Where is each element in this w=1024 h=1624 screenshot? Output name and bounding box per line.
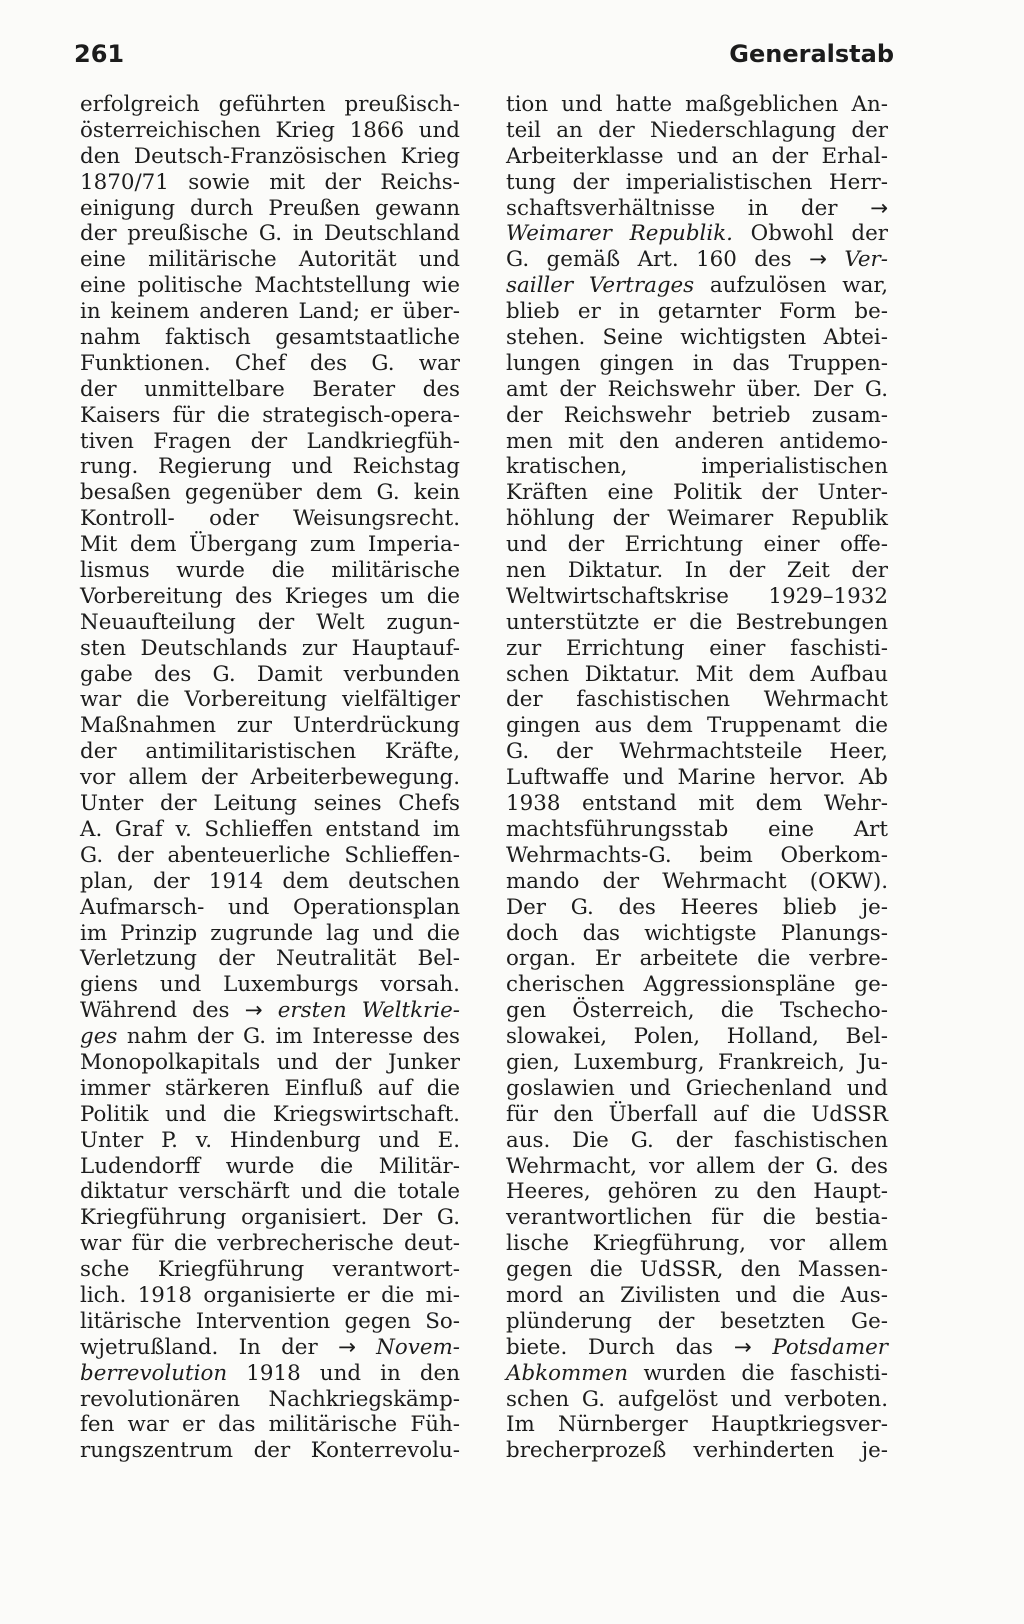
line-text: Monopolkapitals und der Junker xyxy=(80,1049,460,1075)
text-line xyxy=(506,429,888,455)
line-text: lich. 1918 organisierte er die mi- xyxy=(80,1282,460,1308)
text-line xyxy=(506,273,888,299)
cross-reference-arrow-icon: → xyxy=(244,998,263,1024)
line-text: organ. Er arbeitete die verbre- xyxy=(506,946,888,972)
line-text: Kriegführung organisiert. Der G. xyxy=(80,1205,460,1231)
text-line xyxy=(506,377,888,403)
line-text: blieb er in getarnter Form be- xyxy=(506,299,888,325)
text-line xyxy=(80,817,460,843)
text-line xyxy=(80,1102,460,1128)
text-line xyxy=(506,1154,888,1180)
line-text: aufzulösen war, xyxy=(694,273,888,299)
line-text: nen Diktatur. In der Zeit der xyxy=(506,558,888,584)
text-line xyxy=(506,454,888,480)
line-text: Funktionen. Chef des G. war xyxy=(80,350,460,376)
text-line xyxy=(80,92,460,118)
line-text: Politik und die Kriegswirtschaft. xyxy=(80,1101,460,1127)
text-line xyxy=(506,1438,888,1464)
line-text: Vorbereitung des Krieges um die xyxy=(80,583,460,609)
line-text: zur Errichtung einer faschisti- xyxy=(506,635,888,661)
line-text: schen G. aufgelöst und verboten. xyxy=(506,1386,888,1412)
cross-reference-arrow-icon: → xyxy=(809,247,827,273)
text-line xyxy=(506,532,888,558)
text-line xyxy=(80,351,460,377)
line-text: mord an Zivilisten und die Aus- xyxy=(506,1282,888,1308)
line-text: Wehrmacht, vor allem der G. des xyxy=(506,1153,888,1179)
line-text: fen war er das militärische Füh- xyxy=(80,1412,460,1438)
line-text: war für die verbrecherische deut- xyxy=(80,1231,460,1257)
line-text: Kontroll- oder Weisungsrecht. xyxy=(80,506,460,532)
line-text: Heeres, gehören zu den Haupt- xyxy=(506,1179,888,1205)
text-line xyxy=(80,765,460,791)
text-line xyxy=(80,403,460,429)
text-line xyxy=(506,480,888,506)
text-line xyxy=(80,972,460,998)
text-line xyxy=(506,1076,888,1102)
text-line xyxy=(506,403,888,429)
text-line xyxy=(80,610,460,636)
text-line xyxy=(506,895,888,921)
text-line xyxy=(80,1438,460,1464)
line-text: eine militärische Autorität und xyxy=(80,247,460,273)
cross-reference-term: Potsdamer xyxy=(772,1334,888,1360)
text-line xyxy=(80,1076,460,1102)
text-line xyxy=(506,1257,888,1283)
line-text: G. der Wehrmachtsteile Heer, xyxy=(506,739,888,765)
text-line xyxy=(506,1205,888,1231)
line-text: der faschistischen Wehrmacht xyxy=(506,687,888,713)
line-text: gien, Luxemburg, Frankreich, Ju- xyxy=(506,1049,888,1075)
line-text: teil an der Niederschlagung der xyxy=(506,117,888,143)
text-line xyxy=(80,480,460,506)
line-text: giens und Luxemburgs vorsah. xyxy=(80,972,460,998)
text-line xyxy=(506,1102,888,1128)
text-line xyxy=(80,998,460,1024)
line-text: 1918 und in den xyxy=(227,1360,460,1386)
line-text: erfolgreich geführten preußisch- xyxy=(80,92,460,117)
line-text: besaßen gegenüber dem G. kein xyxy=(80,480,460,506)
text-line xyxy=(506,1361,888,1387)
text-line xyxy=(80,791,460,817)
text-line xyxy=(506,946,888,972)
text-line xyxy=(80,1050,460,1076)
text-line xyxy=(80,1231,460,1257)
line-text: schen Diktatur. Mit dem Aufbau xyxy=(506,661,888,687)
text-line xyxy=(506,869,888,895)
line-text: diktatur verschärft und die totale xyxy=(80,1179,460,1205)
line-text: für den Überfall auf die UdSSR xyxy=(506,1101,888,1127)
text-line xyxy=(80,144,460,170)
text-line xyxy=(80,662,460,688)
line-text: lische Kriegführung, vor allem xyxy=(506,1231,888,1257)
text-line xyxy=(506,636,888,662)
text-line xyxy=(80,377,460,403)
line-text: wjetrußland. In der xyxy=(80,1334,338,1360)
text-line xyxy=(506,817,888,843)
text-line xyxy=(80,454,460,480)
cross-reference-term: ges xyxy=(80,1024,118,1050)
line-text: im Prinzip zugrunde lag und die xyxy=(80,920,460,946)
text-line xyxy=(506,739,888,765)
line-text: Aufmarsch- und Operationsplan xyxy=(80,894,460,920)
text-line xyxy=(80,843,460,869)
cross-reference-term: Ver- xyxy=(844,247,888,273)
text-line xyxy=(80,946,460,972)
line-text: G. der abenteuerliche Schlieffen- xyxy=(80,842,460,868)
line-text: war die Vorbereitung vielfältiger xyxy=(80,687,460,713)
line-text: plan, der 1914 dem deutschen xyxy=(80,868,460,894)
cross-reference-term: sailler Vertrages xyxy=(506,273,695,299)
line-text: nahm faktisch gesamtstaatliche xyxy=(80,325,460,351)
text-column-left xyxy=(80,92,460,1532)
text-line xyxy=(80,299,460,325)
line-text: Obwohl der xyxy=(732,221,888,247)
text-line xyxy=(506,1179,888,1205)
text-line xyxy=(80,1309,460,1335)
line-text: verantwortlichen für die bestia- xyxy=(506,1205,888,1231)
text-line xyxy=(506,998,888,1024)
line-text: der preußische G. in Deutschland xyxy=(80,221,460,247)
text-line xyxy=(80,118,460,144)
text-line xyxy=(80,429,460,455)
line-text: Weltwirtschaftskrise 1929–1932 xyxy=(506,583,888,609)
text-line xyxy=(506,92,888,118)
line-text: cherischen Aggressionspläne ge- xyxy=(506,972,888,998)
cross-reference-arrow-icon: → xyxy=(337,1334,356,1360)
line-text: der Reichswehr betrieb zusam- xyxy=(506,402,888,428)
line-text: gegen die UdSSR, den Massen- xyxy=(506,1257,888,1283)
line-text: höhlung der Weimarer Republik xyxy=(506,506,888,532)
text-line xyxy=(80,221,460,247)
text-line xyxy=(506,196,888,222)
line-text: plünderung der besetzten Ge- xyxy=(506,1308,888,1334)
text-line xyxy=(506,791,888,817)
line-text: aus. Die G. der faschistischen xyxy=(506,1127,888,1153)
line-text: und der Errichtung einer offe- xyxy=(506,532,888,558)
line-text: der unmittelbare Berater des xyxy=(80,376,460,402)
text-line xyxy=(506,351,888,377)
line-text: machtsführungsstab eine Art xyxy=(506,816,888,842)
cross-reference-arrow-icon: → xyxy=(733,1334,752,1360)
line-text: brecherprozeß verhinderten je- xyxy=(506,1438,888,1464)
text-column-right xyxy=(506,92,888,1532)
line-text: gingen aus dem Truppenamt die xyxy=(506,713,888,739)
text-line xyxy=(506,299,888,325)
line-text: 1938 entstand mit dem Wehr- xyxy=(506,791,888,817)
text-line xyxy=(506,221,888,247)
text-line xyxy=(80,1283,460,1309)
text-line xyxy=(506,558,888,584)
cross-reference-term: Abkommen xyxy=(506,1360,628,1386)
line-text: goslawien und Griechenland und xyxy=(506,1075,888,1101)
line-text: Verletzung der Neutralität Bel- xyxy=(80,946,460,972)
text-line xyxy=(506,1231,888,1257)
line-text: der antimilitaristischen Kräfte, xyxy=(80,739,460,765)
text-line xyxy=(506,144,888,170)
line-text: lismus wurde die militärische xyxy=(80,558,460,584)
line-text: kratischen, imperialistischen xyxy=(506,454,888,480)
line-text: lungen gingen in das Truppen- xyxy=(506,350,888,376)
text-line xyxy=(506,506,888,532)
text-line xyxy=(506,1335,888,1361)
line-text: österreichischen Krieg 1866 und xyxy=(80,117,460,143)
text-line xyxy=(80,1154,460,1180)
line-text: mando der Wehrmacht (OKW). xyxy=(506,868,888,894)
line-text: rungszentrum der Konterrevolu- xyxy=(80,1438,460,1464)
cross-reference-term: Weimarer Republik. xyxy=(506,221,733,247)
text-line xyxy=(80,1024,460,1050)
text-line xyxy=(80,921,460,947)
text-line xyxy=(506,1128,888,1154)
text-line xyxy=(80,325,460,351)
text-line xyxy=(80,1412,460,1438)
line-text: wurden die faschisti- xyxy=(627,1360,888,1386)
page-number: 261 xyxy=(74,40,125,68)
text-line xyxy=(506,1412,888,1438)
text-line xyxy=(80,636,460,662)
line-text: nahm der G. im Interesse des xyxy=(117,1024,460,1050)
line-text: tung der imperialistischen Herr- xyxy=(506,169,888,195)
line-text: amt der Reichswehr über. Der G. xyxy=(506,376,888,402)
text-line xyxy=(506,1283,888,1309)
text-line xyxy=(506,765,888,791)
text-line xyxy=(80,869,460,895)
line-text: Arbeiterklasse und an der Erhal- xyxy=(506,143,888,169)
line-text: Während des xyxy=(80,998,245,1024)
text-line xyxy=(506,1024,888,1050)
text-line xyxy=(506,610,888,636)
line-text: biete. Durch das xyxy=(506,1334,734,1360)
text-line xyxy=(80,1387,460,1413)
line-text: eine politische Machtstellung wie xyxy=(80,273,460,299)
page-header xyxy=(74,40,894,74)
line-text: Maßnahmen zur Unterdrückung xyxy=(80,713,460,739)
line-text: 1870/71 sowie mit der Reichs- xyxy=(80,169,460,195)
text-line xyxy=(506,325,888,351)
text-line xyxy=(506,921,888,947)
text-line xyxy=(80,1205,460,1231)
line-text: gabe des G. Damit verbunden xyxy=(80,661,460,687)
text-line xyxy=(80,506,460,532)
line-text: rung. Regierung und Reichstag xyxy=(80,454,460,480)
line-text: Der G. des Heeres blieb je- xyxy=(506,894,888,920)
text-line xyxy=(80,739,460,765)
line-text: in keinem anderen Land; er über- xyxy=(80,299,460,325)
cross-reference-term: ersten Weltkrie- xyxy=(277,998,460,1024)
line-text: unterstützte er die Bestrebungen xyxy=(506,609,888,635)
line-text: revolutionären Nachkriegskämp- xyxy=(80,1386,460,1412)
text-line xyxy=(506,662,888,688)
line-text: gen Österreich, die Tschecho- xyxy=(506,998,888,1024)
text-line xyxy=(80,196,460,222)
line-text: vor allem der Arbeiterbewegung. xyxy=(80,765,460,791)
text-line xyxy=(506,170,888,196)
line-text: men mit den anderen antidemo- xyxy=(506,428,888,454)
line-text: schaftsverhältnisse in der xyxy=(506,195,871,221)
line-text: Kräften eine Politik der Unter- xyxy=(506,480,888,506)
text-line xyxy=(80,713,460,739)
text-line xyxy=(506,1050,888,1076)
line-text: Im Nürnberger Hauptkriegsver- xyxy=(506,1412,888,1438)
line-text: G. gemäß Art. 160 des xyxy=(506,247,810,273)
text-line xyxy=(80,895,460,921)
text-line xyxy=(80,273,460,299)
text-line xyxy=(80,584,460,610)
text-line xyxy=(80,532,460,558)
text-line xyxy=(506,687,888,713)
cross-reference-term: berrevolution xyxy=(80,1360,228,1386)
text-line xyxy=(80,1361,460,1387)
line-text: Mit dem Übergang zum Imperia- xyxy=(80,532,460,558)
line-text: stehen. Seine wichtigsten Abtei- xyxy=(506,325,888,351)
line-text: den Deutsch-Französischen Krieg xyxy=(80,143,460,169)
line-text: sten Deutschlands zur Hauptauf- xyxy=(80,635,460,661)
line-text: einigung durch Preußen gewann xyxy=(80,195,460,221)
line-text: Ludendorff wurde die Militär- xyxy=(80,1153,460,1179)
line-text: tiven Fragen der Landkriegfüh- xyxy=(80,428,460,454)
text-line xyxy=(80,170,460,196)
line-text: immer stärkeren Einfluß auf die xyxy=(80,1075,460,1101)
cross-reference-term: Novem- xyxy=(376,1334,460,1360)
text-line xyxy=(80,1335,460,1361)
line-text: Neuaufteilung der Welt zugun- xyxy=(80,609,460,635)
line-text: Kaisers für die strategisch-opera- xyxy=(80,402,460,428)
line-text: Luftwaffe und Marine hervor. Ab xyxy=(506,765,888,791)
cross-reference-arrow-icon: → xyxy=(870,195,888,221)
line-text: doch das wichtigste Planungs- xyxy=(506,920,888,946)
text-line xyxy=(506,247,888,273)
text-line xyxy=(506,1309,888,1335)
text-line xyxy=(506,1387,888,1413)
text-line xyxy=(506,713,888,739)
line-text: Unter P. v. Hindenburg und E. xyxy=(80,1127,460,1153)
line-text: litärische Intervention gegen So- xyxy=(80,1308,460,1334)
text-line xyxy=(506,843,888,869)
running-head: Generalstab xyxy=(729,40,894,68)
line-text: Unter der Leitung seines Chefs xyxy=(80,791,460,817)
line-text: slowakei, Polen, Holland, Bel- xyxy=(506,1024,888,1050)
text-line xyxy=(506,972,888,998)
text-line xyxy=(80,1257,460,1283)
text-line xyxy=(80,558,460,584)
line-text: tion und hatte maßgeblichen An- xyxy=(506,92,888,117)
line-text: Wehrmachts-G. beim Oberkom- xyxy=(506,842,888,868)
text-line xyxy=(80,247,460,273)
text-line xyxy=(80,687,460,713)
text-line xyxy=(80,1128,460,1154)
line-text: sche Kriegführung verantwort- xyxy=(80,1257,460,1283)
text-line xyxy=(506,584,888,610)
text-line xyxy=(506,118,888,144)
text-line xyxy=(80,1179,460,1205)
line-text: A. Graf v. Schlieffen entstand im xyxy=(80,816,460,842)
